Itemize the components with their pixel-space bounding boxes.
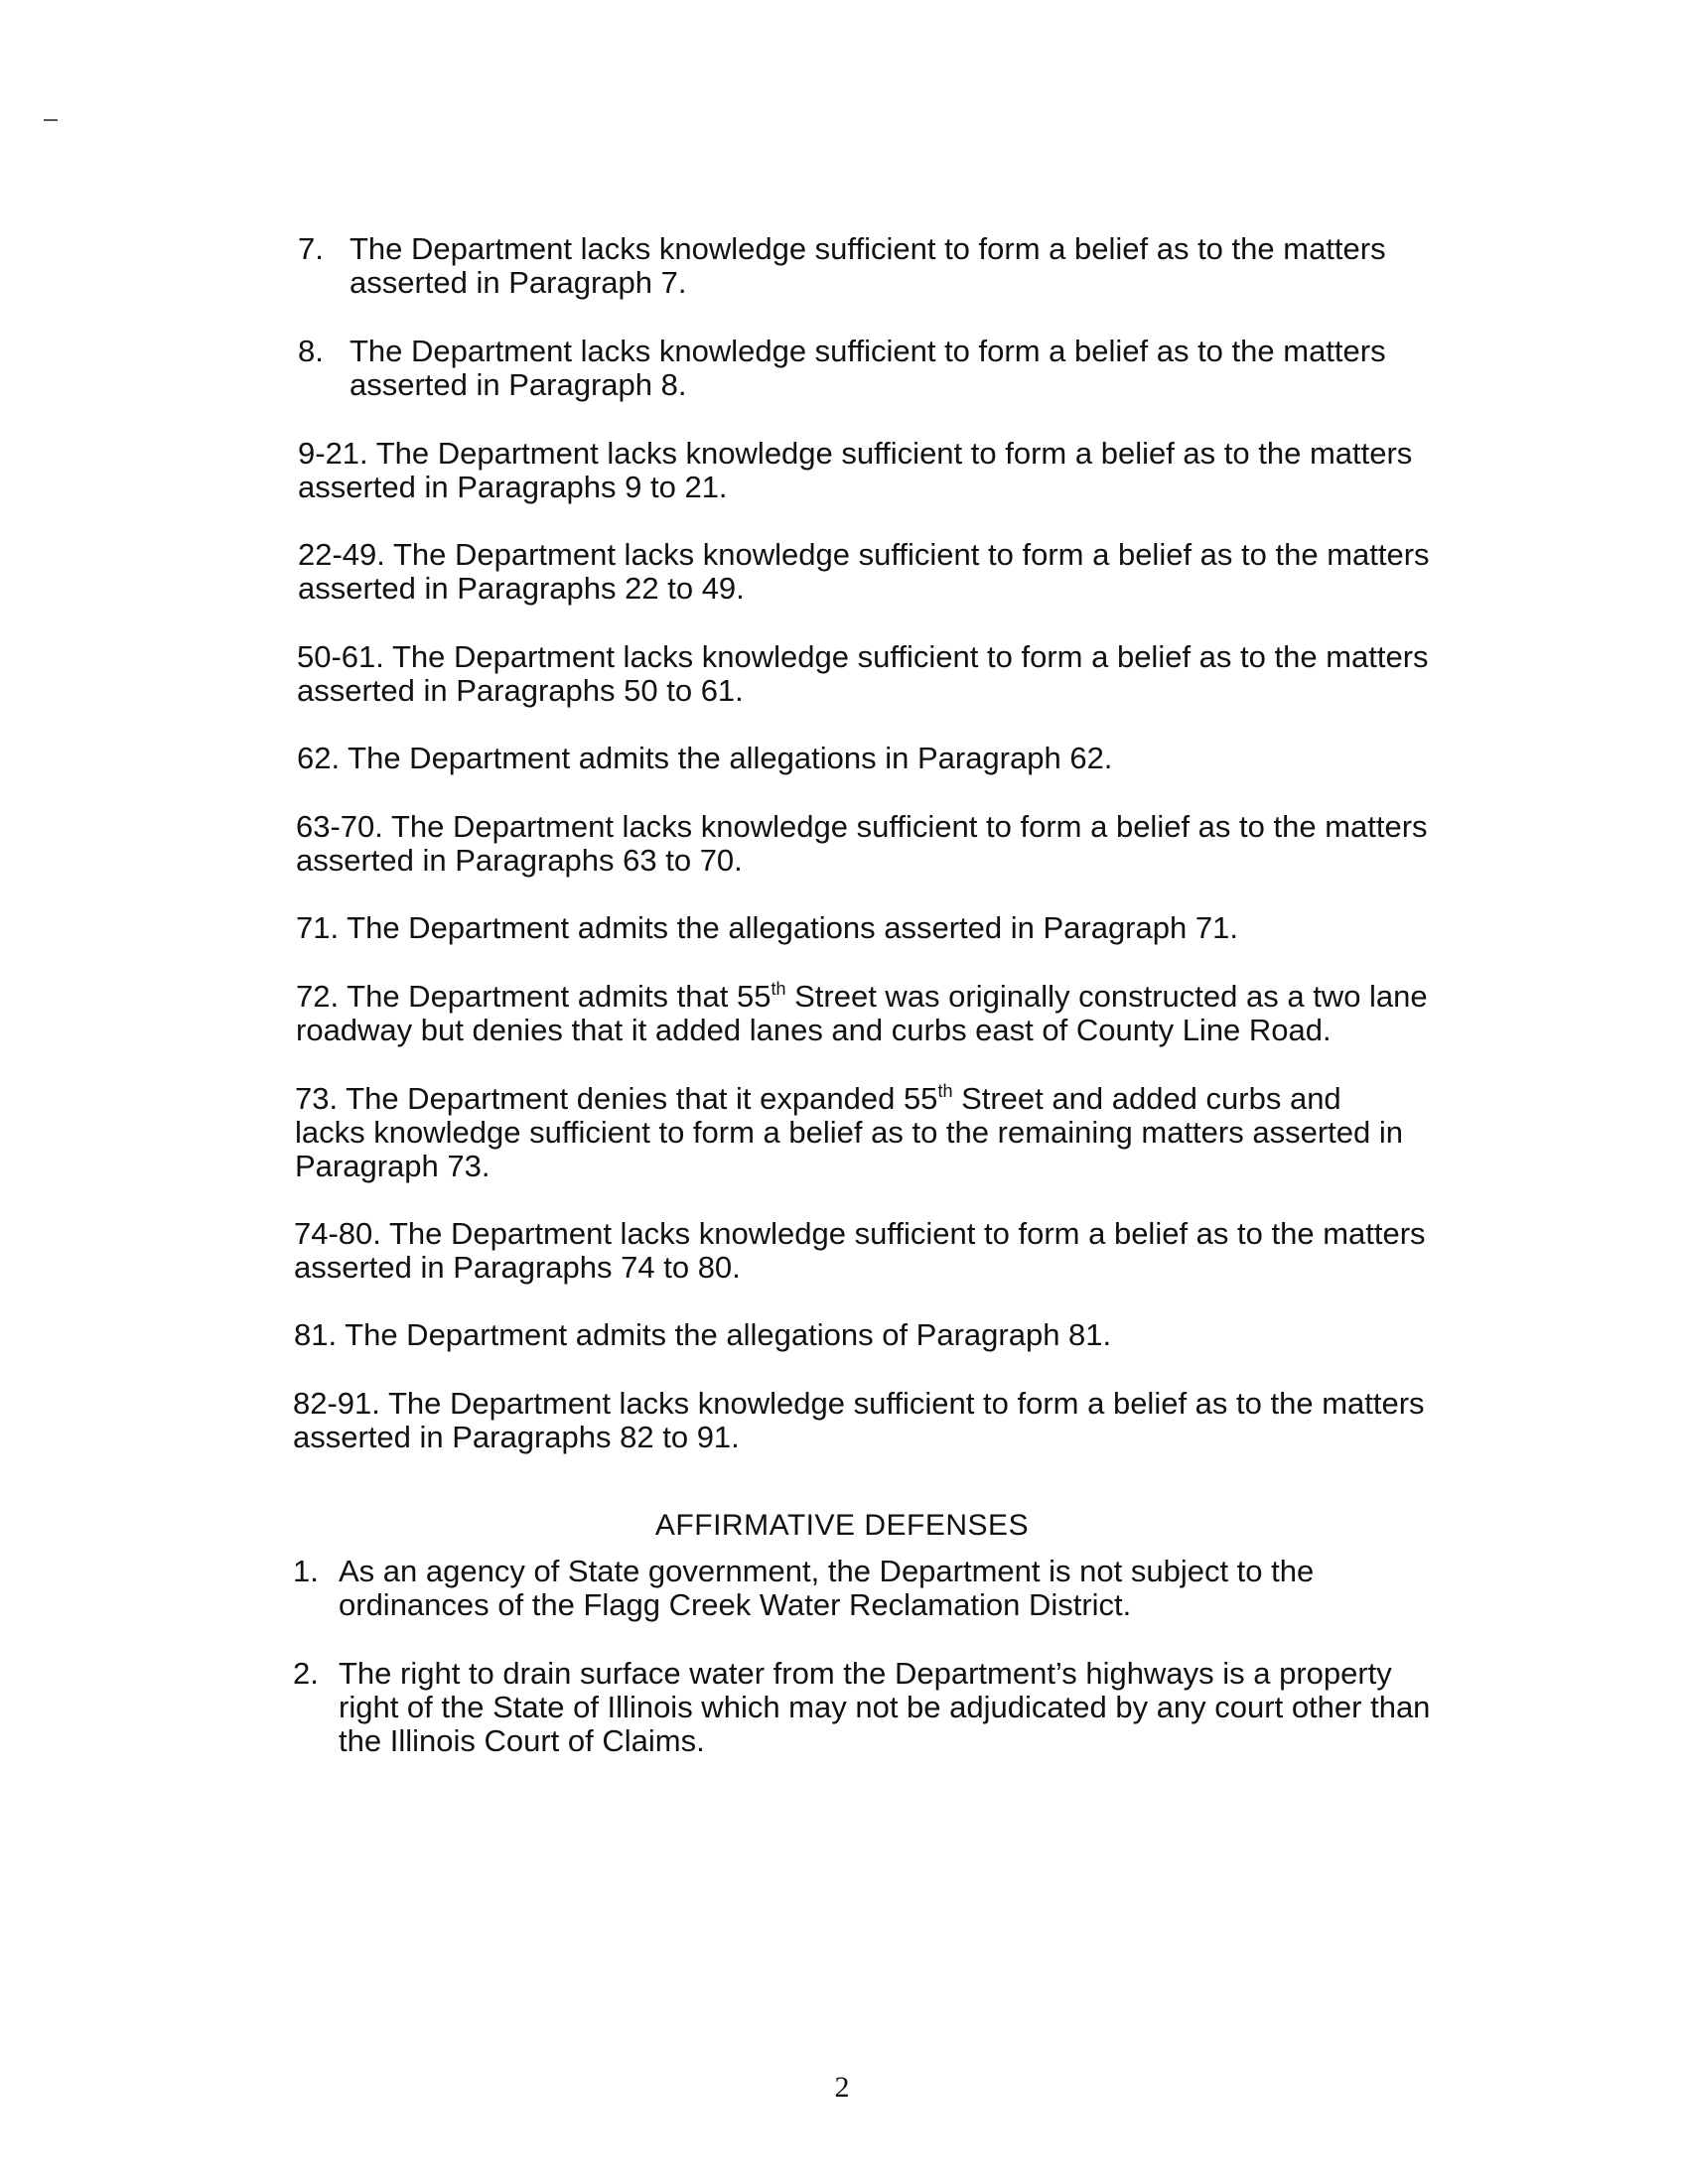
answer-paragraph-22-49: 22-49. The Department lacks knowledge sufficient to form a belief as to the matters asserted in Paragraphs 22 to 49.: [298, 537, 1430, 606]
answer-paragraph-82-91: 82-91. The Department lacks knowledge sufficient to form a belief as to the matters asserted in Paragraphs 82 to 91.: [293, 1386, 1425, 1454]
ordinal-suffix: th: [937, 1081, 953, 1101]
answer-paragraph-62: 62. The Department admits the allegations in Paragraph 62.: [297, 741, 1113, 775]
answer-paragraph-72: [296, 980, 1428, 1047]
paragraph-text-start: 73. The Department denies that it expanded 55: [295, 1081, 938, 1116]
answer-paragraph-81: 81. The Department admits the allegations of Paragraph 81.: [294, 1317, 1112, 1352]
paragraph-number: 8.: [298, 334, 324, 368]
section-heading: AFFIRMATIVE DEFENSES: [654, 1509, 1030, 1542]
answer-paragraph-73: [295, 1082, 1407, 1183]
answer-paragraph-50-61: 50-61. The Department lacks knowledge sufficient to form a belief as to the matters asserted in Paragraphs 50 to 61.: [297, 639, 1429, 708]
page-number: 2: [834, 2071, 850, 2104]
scan-mark: [44, 119, 58, 121]
answer-paragraph-63-70: 63-70. The Department lacks knowledge sufficient to form a belief as to the matters asserted in Paragraphs 63 to 70.: [296, 809, 1428, 878]
answer-paragraph-74-80: 74-80. The Department lacks knowledge sufficient to form a belief as to the matters asserted in Paragraphs 74 to 80.: [294, 1216, 1426, 1285]
ordinal-suffix: th: [771, 979, 786, 999]
answer-paragraph-71: 71. The Department admits the allegations asserted in Paragraph 71.: [296, 910, 1238, 945]
answer-paragraph-9-21: 9-21. The Department lacks knowledge sufficient to form a belief as to the matters asserted in Paragraphs 9 to 21.: [298, 436, 1413, 504]
paragraph-text: The Department lacks knowledge sufficient to form a belief as to the matters asserted in Paragraph 7.: [350, 231, 1386, 300]
paragraph-text-end: Street was originally constructed as a two lane roadway but denies that it added lanes and curbs east of County Line Road.: [296, 979, 1428, 1047]
defense-text: As an agency of State government, the Department is not subject to the ordinances of the Flagg Creek Water Reclamation District.: [339, 1554, 1315, 1622]
paragraph-number: 7.: [298, 231, 324, 266]
paragraph-text: The Department lacks knowledge sufficient to form a belief as to the matters asserted in Paragraph 8.: [350, 334, 1386, 402]
paragraph-text-end: Street and added curbs and lacks knowledge sufficient to form a belief as to the remaining matters asserted in Paragraph 73.: [295, 1081, 1403, 1183]
defense-text: The right to drain surface water from the Department’s highways is a property right of the State of Illinois which may not be adjudicated by any court other than the Illinois Court of Claims.: [339, 1656, 1431, 1758]
defense-number: 1.: [293, 1554, 319, 1588]
paragraph-text-start: 72. The Department admits that 55: [296, 979, 772, 1014]
defense-number: 2.: [293, 1656, 319, 1691]
